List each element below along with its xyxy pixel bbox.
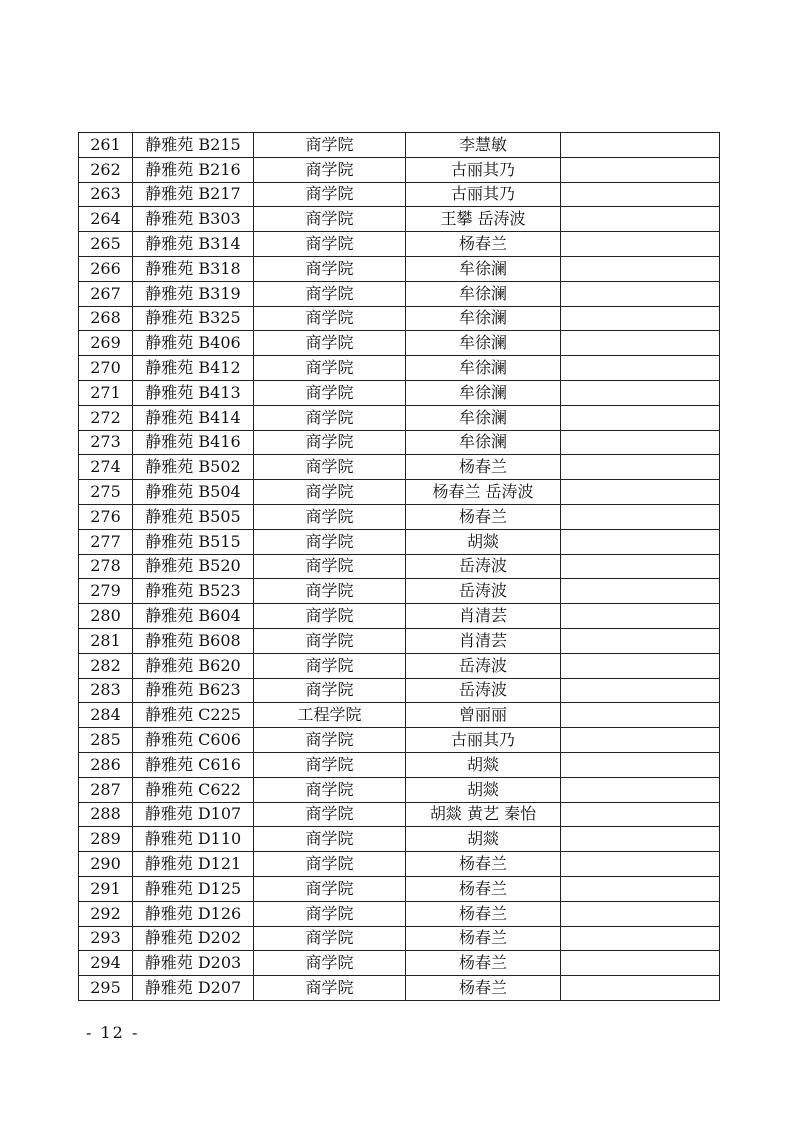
room-cell: 静雅苑 D203 xyxy=(133,951,254,976)
room-cell: 静雅苑 B413 xyxy=(133,380,254,405)
college-cell: 商学院 xyxy=(254,876,406,901)
room-cell: 静雅苑 C616 xyxy=(133,752,254,777)
note-cell xyxy=(561,876,720,901)
note-cell xyxy=(561,802,720,827)
row-number-cell: 282 xyxy=(79,653,133,678)
table-row xyxy=(79,678,720,703)
dormitory-assignment-table xyxy=(78,132,720,1001)
table-row xyxy=(79,133,720,158)
room-cell: 静雅苑 B303 xyxy=(133,207,254,232)
college-cell: 商学院 xyxy=(254,529,406,554)
person-cell: 岳涛波 xyxy=(406,653,561,678)
note-cell xyxy=(561,554,720,579)
table-row xyxy=(79,281,720,306)
table-row xyxy=(79,182,720,207)
room-cell: 静雅苑 B414 xyxy=(133,405,254,430)
room-cell: 静雅苑 B216 xyxy=(133,157,254,182)
person-cell: 杨春兰 xyxy=(406,901,561,926)
note-cell xyxy=(561,331,720,356)
college-cell: 工程学院 xyxy=(254,703,406,728)
person-cell: 杨春兰 xyxy=(406,976,561,1001)
room-cell: 静雅苑 B412 xyxy=(133,356,254,381)
table-row xyxy=(79,703,720,728)
room-cell: 静雅苑 D110 xyxy=(133,827,254,852)
person-cell: 岳涛波 xyxy=(406,554,561,579)
table-row xyxy=(79,256,720,281)
room-cell: 静雅苑 D202 xyxy=(133,926,254,951)
college-cell: 商学院 xyxy=(254,604,406,629)
note-cell xyxy=(561,604,720,629)
row-number-cell: 283 xyxy=(79,678,133,703)
college-cell: 商学院 xyxy=(254,752,406,777)
person-cell: 胡燚 黄艺 秦怡 xyxy=(406,802,561,827)
college-cell: 商学院 xyxy=(254,653,406,678)
table-row xyxy=(79,777,720,802)
room-cell: 静雅苑 B319 xyxy=(133,281,254,306)
row-number-cell: 265 xyxy=(79,232,133,257)
note-cell xyxy=(561,951,720,976)
person-cell: 胡燚 xyxy=(406,777,561,802)
table-row xyxy=(79,504,720,529)
table-row xyxy=(79,306,720,331)
person-cell: 牟徐澜 xyxy=(406,405,561,430)
room-cell: 静雅苑 C225 xyxy=(133,703,254,728)
table-row xyxy=(79,901,720,926)
row-number-cell: 291 xyxy=(79,876,133,901)
college-cell: 商学院 xyxy=(254,207,406,232)
table-row xyxy=(79,157,720,182)
table-row xyxy=(79,926,720,951)
table-row xyxy=(79,653,720,678)
note-cell xyxy=(561,703,720,728)
table-row xyxy=(79,356,720,381)
note-cell xyxy=(561,777,720,802)
person-cell: 杨春兰 xyxy=(406,504,561,529)
note-cell xyxy=(561,628,720,653)
person-cell: 肖清芸 xyxy=(406,628,561,653)
row-number-cell: 263 xyxy=(79,182,133,207)
table-row xyxy=(79,876,720,901)
row-number-cell: 295 xyxy=(79,976,133,1001)
table-row xyxy=(79,852,720,877)
row-number-cell: 294 xyxy=(79,951,133,976)
person-cell: 牟徐澜 xyxy=(406,430,561,455)
row-number-cell: 272 xyxy=(79,405,133,430)
room-cell: 静雅苑 D107 xyxy=(133,802,254,827)
table-row xyxy=(79,455,720,480)
table-row xyxy=(79,752,720,777)
person-cell: 胡燚 xyxy=(406,827,561,852)
row-number-cell: 293 xyxy=(79,926,133,951)
note-cell xyxy=(561,455,720,480)
room-cell: 静雅苑 B620 xyxy=(133,653,254,678)
college-cell: 商学院 xyxy=(254,554,406,579)
person-cell: 杨春兰 xyxy=(406,852,561,877)
room-cell: 静雅苑 B604 xyxy=(133,604,254,629)
row-number-cell: 290 xyxy=(79,852,133,877)
college-cell: 商学院 xyxy=(254,331,406,356)
room-cell: 静雅苑 C622 xyxy=(133,777,254,802)
college-cell: 商学院 xyxy=(254,777,406,802)
table-row xyxy=(79,628,720,653)
room-cell: 静雅苑 D126 xyxy=(133,901,254,926)
room-cell: 静雅苑 D207 xyxy=(133,976,254,1001)
room-cell: 静雅苑 B623 xyxy=(133,678,254,703)
row-number-cell: 262 xyxy=(79,157,133,182)
room-cell: 静雅苑 B502 xyxy=(133,455,254,480)
room-cell: 静雅苑 B217 xyxy=(133,182,254,207)
person-cell: 岳涛波 xyxy=(406,678,561,703)
room-cell: 静雅苑 B416 xyxy=(133,430,254,455)
college-cell: 商学院 xyxy=(254,678,406,703)
college-cell: 商学院 xyxy=(254,628,406,653)
row-number-cell: 261 xyxy=(79,133,133,158)
table-row xyxy=(79,430,720,455)
table-row xyxy=(79,976,720,1001)
table-row xyxy=(79,579,720,604)
college-cell: 商学院 xyxy=(254,827,406,852)
note-cell xyxy=(561,678,720,703)
table-row xyxy=(79,529,720,554)
note-cell xyxy=(561,133,720,158)
row-number-cell: 286 xyxy=(79,752,133,777)
row-number-cell: 284 xyxy=(79,703,133,728)
table-row xyxy=(79,802,720,827)
row-number-cell: 273 xyxy=(79,430,133,455)
college-cell: 商学院 xyxy=(254,182,406,207)
person-cell: 牟徐澜 xyxy=(406,380,561,405)
college-cell: 商学院 xyxy=(254,405,406,430)
room-cell: 静雅苑 B523 xyxy=(133,579,254,604)
row-number-cell: 268 xyxy=(79,306,133,331)
person-cell: 牟徐澜 xyxy=(406,331,561,356)
room-cell: 静雅苑 D121 xyxy=(133,852,254,877)
row-number-cell: 271 xyxy=(79,380,133,405)
note-cell xyxy=(561,306,720,331)
table-row xyxy=(79,380,720,405)
college-cell: 商学院 xyxy=(254,430,406,455)
college-cell: 商学院 xyxy=(254,157,406,182)
person-cell: 杨春兰 xyxy=(406,926,561,951)
table-row xyxy=(79,480,720,505)
college-cell: 商学院 xyxy=(254,579,406,604)
page-number: - 12 - xyxy=(86,1023,140,1042)
person-cell: 古丽其乃 xyxy=(406,182,561,207)
college-cell: 商学院 xyxy=(254,256,406,281)
note-cell xyxy=(561,405,720,430)
note-cell xyxy=(561,232,720,257)
note-cell xyxy=(561,504,720,529)
college-cell: 商学院 xyxy=(254,951,406,976)
row-number-cell: 267 xyxy=(79,281,133,306)
person-cell: 杨春兰 xyxy=(406,951,561,976)
college-cell: 商学院 xyxy=(254,455,406,480)
person-cell: 杨春兰 xyxy=(406,232,561,257)
row-number-cell: 289 xyxy=(79,827,133,852)
college-cell: 商学院 xyxy=(254,901,406,926)
row-number-cell: 280 xyxy=(79,604,133,629)
table-row xyxy=(79,554,720,579)
person-cell: 胡燚 xyxy=(406,752,561,777)
note-cell xyxy=(561,529,720,554)
note-cell xyxy=(561,653,720,678)
table-row xyxy=(79,604,720,629)
room-cell: 静雅苑 B608 xyxy=(133,628,254,653)
room-cell: 静雅苑 B314 xyxy=(133,232,254,257)
room-cell: 静雅苑 D125 xyxy=(133,876,254,901)
note-cell xyxy=(561,852,720,877)
table-row xyxy=(79,405,720,430)
note-cell xyxy=(561,728,720,753)
note-cell xyxy=(561,157,720,182)
note-cell xyxy=(561,380,720,405)
college-cell: 商学院 xyxy=(254,133,406,158)
table-row xyxy=(79,331,720,356)
note-cell xyxy=(561,430,720,455)
room-cell: 静雅苑 C606 xyxy=(133,728,254,753)
college-cell: 商学院 xyxy=(254,504,406,529)
row-number-cell: 275 xyxy=(79,480,133,505)
person-cell: 杨春兰 xyxy=(406,455,561,480)
note-cell xyxy=(561,207,720,232)
row-number-cell: 292 xyxy=(79,901,133,926)
college-cell: 商学院 xyxy=(254,380,406,405)
room-cell: 静雅苑 B505 xyxy=(133,504,254,529)
row-number-cell: 279 xyxy=(79,579,133,604)
college-cell: 商学院 xyxy=(254,728,406,753)
person-cell: 杨春兰 岳涛波 xyxy=(406,480,561,505)
row-number-cell: 264 xyxy=(79,207,133,232)
row-number-cell: 285 xyxy=(79,728,133,753)
row-number-cell: 287 xyxy=(79,777,133,802)
row-number-cell: 281 xyxy=(79,628,133,653)
note-cell xyxy=(561,976,720,1001)
row-number-cell: 276 xyxy=(79,504,133,529)
college-cell: 商学院 xyxy=(254,976,406,1001)
table-row xyxy=(79,951,720,976)
note-cell xyxy=(561,281,720,306)
person-cell: 岳涛波 xyxy=(406,579,561,604)
college-cell: 商学院 xyxy=(254,306,406,331)
person-cell: 古丽其乃 xyxy=(406,728,561,753)
note-cell xyxy=(561,926,720,951)
note-cell xyxy=(561,182,720,207)
person-cell: 胡燚 xyxy=(406,529,561,554)
table-row xyxy=(79,728,720,753)
row-number-cell: 288 xyxy=(79,802,133,827)
note-cell xyxy=(561,480,720,505)
person-cell: 牟徐澜 xyxy=(406,356,561,381)
room-cell: 静雅苑 B325 xyxy=(133,306,254,331)
row-number-cell: 274 xyxy=(79,455,133,480)
person-cell: 古丽其乃 xyxy=(406,157,561,182)
person-cell: 牟徐澜 xyxy=(406,306,561,331)
room-cell: 静雅苑 B318 xyxy=(133,256,254,281)
row-number-cell: 277 xyxy=(79,529,133,554)
note-cell xyxy=(561,752,720,777)
person-cell: 李慧敏 xyxy=(406,133,561,158)
row-number-cell: 266 xyxy=(79,256,133,281)
room-cell: 静雅苑 B520 xyxy=(133,554,254,579)
person-cell: 杨春兰 xyxy=(406,876,561,901)
college-cell: 商学院 xyxy=(254,926,406,951)
row-number-cell: 278 xyxy=(79,554,133,579)
note-cell xyxy=(561,901,720,926)
row-number-cell: 269 xyxy=(79,331,133,356)
college-cell: 商学院 xyxy=(254,232,406,257)
college-cell: 商学院 xyxy=(254,852,406,877)
college-cell: 商学院 xyxy=(254,802,406,827)
note-cell xyxy=(561,827,720,852)
table-row xyxy=(79,232,720,257)
college-cell: 商学院 xyxy=(254,281,406,306)
table-body xyxy=(79,133,720,1001)
room-cell: 静雅苑 B215 xyxy=(133,133,254,158)
table-row xyxy=(79,827,720,852)
table-row xyxy=(79,207,720,232)
row-number-cell: 270 xyxy=(79,356,133,381)
college-cell: 商学院 xyxy=(254,356,406,381)
person-cell: 牟徐澜 xyxy=(406,256,561,281)
note-cell xyxy=(561,256,720,281)
note-cell xyxy=(561,356,720,381)
room-cell: 静雅苑 B406 xyxy=(133,331,254,356)
person-cell: 肖清芸 xyxy=(406,604,561,629)
note-cell xyxy=(561,579,720,604)
room-cell: 静雅苑 B504 xyxy=(133,480,254,505)
person-cell: 牟徐澜 xyxy=(406,281,561,306)
college-cell: 商学院 xyxy=(254,480,406,505)
person-cell: 王攀 岳涛波 xyxy=(406,207,561,232)
room-cell: 静雅苑 B515 xyxy=(133,529,254,554)
person-cell: 曾丽丽 xyxy=(406,703,561,728)
